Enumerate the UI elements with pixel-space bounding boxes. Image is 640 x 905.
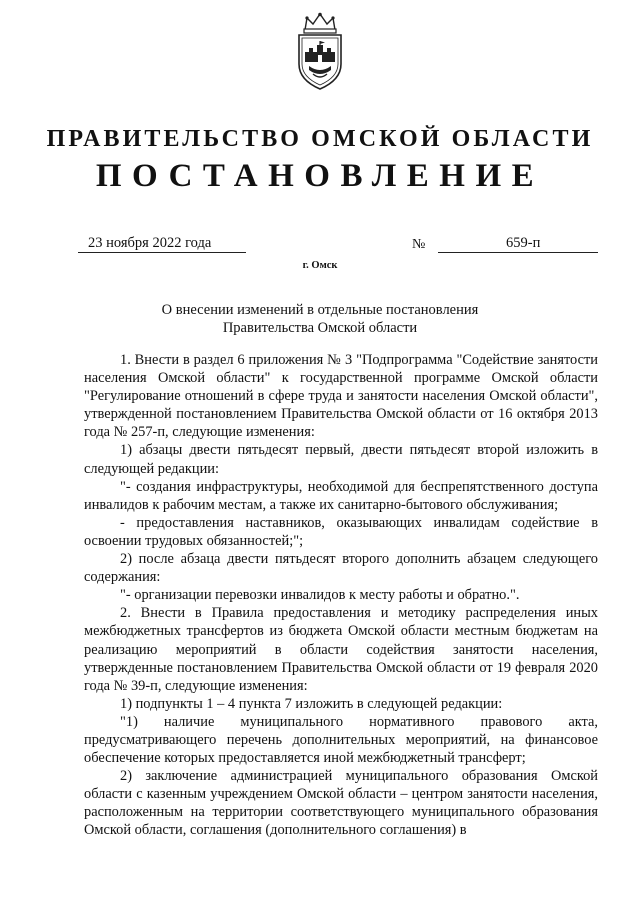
subject-line-2: Правительства Омской области [222, 320, 418, 336]
decree-number: 659-п [506, 235, 541, 251]
paragraph: 1. Внести в раздел 6 приложения № 3 "Подпрограмма "Содействие занятости населения Омской области" к государственной программе Омской области "Регулирование отношений в сфере труда и занятости населения Омской области", утвержденной постановлением Правительства Омской области от 16 октября 2013 года № 257-п, следующие изменения: [84, 352, 598, 441]
paragraph: 2. Внести в Правила предоставления и методику распределения иных межбюджетных трансфертов из бюджета Омской области местным бюджетам на реализацию мероприятий в области содействия занятости населения, утвержденные постановлением Правительства Омской области от 19 февраля 2020 года № 39-п, следующие изменения: [84, 605, 598, 694]
paragraph: 2) заключение администрацией муниципального образования Омской области с казенным учреждением Омской области – центром занятости населения, расположенным на территории соответствующего муниципального образования Омской области, соглашения (дополнительного соглашения) в [84, 768, 598, 839]
city: г. Омск [302, 260, 338, 271]
paragraph: 2) после абзаца двести пятьдесят второго дополнить абзацем следующего содержания: [84, 551, 598, 586]
paragraph: 1) подпункты 1 – 4 пункта 7 изложить в следующей редакции: [120, 695, 503, 712]
decree-subject [100, 301, 540, 337]
paragraph: - предоставления наставников, оказывающих инвалидам содействие в освоении трудовых обязанностей;"; [84, 514, 598, 549]
omsk-coat-of-arms-icon [291, 12, 349, 92]
document-type: ПОСТАНОВЛЕНИЕ [95, 158, 545, 194]
decree-body [84, 351, 598, 840]
paragraph: "- создания инфраструктуры, необходимой для беспрепятственного доступа инвалидов к рабочим местам, а также их санитарно-бытового обслуживания; [84, 478, 598, 513]
organization-title: ПРАВИТЕЛЬСТВО ОМСКОЙ ОБЛАСТИ [46, 126, 594, 152]
number-sign: № [412, 237, 426, 252]
decree-date: 23 ноября 2022 года [78, 235, 246, 253]
paragraph: 1) абзацы двести пятьдесят первый, двести пятьдесят второй изложить в следующей редакции: [84, 442, 598, 477]
subject-line-1: О внесении изменений в отдельные постановления [161, 302, 479, 318]
decree-number-line [438, 235, 598, 253]
paragraph: "1) наличие муниципального нормативного правового акта, предусматривающего перечень дополнительных мероприятий, на финансовое обеспечение которых предоставляется иной межбюджетный трансферт; [84, 713, 598, 767]
paragraph: "- организации перевозки инвалидов к месту работы и обратно.". [120, 587, 520, 604]
